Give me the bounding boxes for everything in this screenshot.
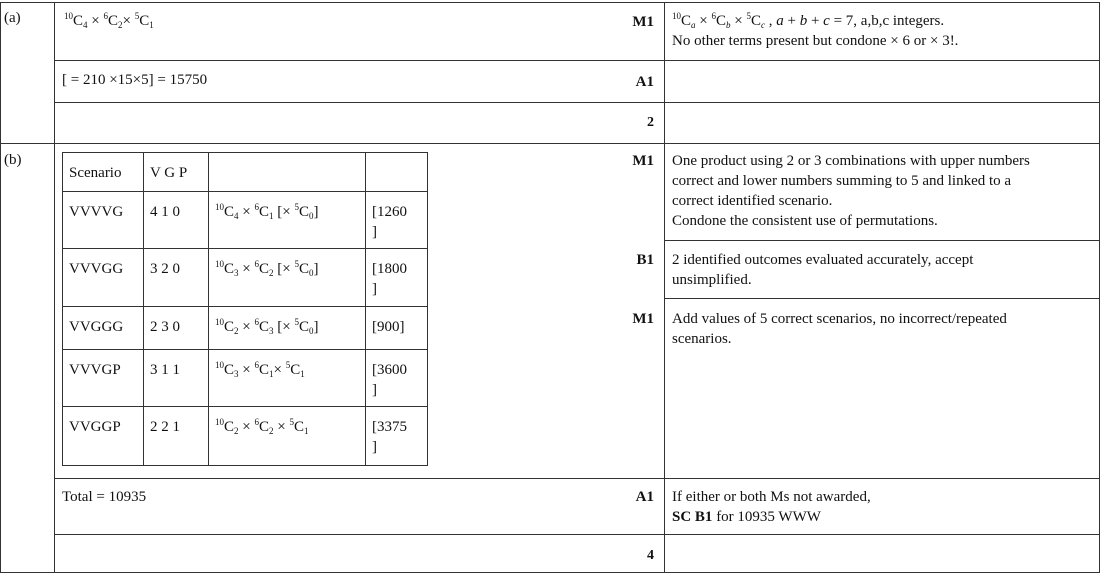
note-line: correct identified scenario.: [672, 193, 833, 209]
calculation: [ = 210 ×15×5] = 15750: [62, 72, 208, 88]
note-line: correct and lower numbers summing to 5 and linked to a: [672, 173, 1012, 189]
rule: [664, 240, 1100, 241]
product-cell: $^{10}C_3 \times ^6C_2$ [× $^5C_0$]: [209, 249, 366, 307]
vgp-cell: 3 2 0: [144, 249, 209, 307]
value-cell: [900]: [366, 307, 428, 350]
total-line: Total = 10935: [62, 489, 147, 505]
note-line: 2 identified outcomes evaluated accurately, accept: [672, 252, 974, 268]
scenario-cell: VVVVG: [63, 192, 144, 249]
note-line: One product using 2 or 3 combinations with upper numbers: [672, 153, 1030, 169]
product-cell: $^{10}C_4 \times ^6C_1$ [× $^5C_0$]: [209, 192, 366, 249]
mark-m1: M1: [632, 14, 654, 30]
rule: [664, 2, 665, 573]
header-scenario: Scenario: [63, 153, 144, 192]
rule: [54, 478, 1100, 479]
scenario-cell: VVVGG: [63, 249, 144, 307]
scenario-cell: VVGGG: [63, 307, 144, 350]
rule: [0, 143, 1100, 144]
rule: [0, 572, 1100, 573]
total-marks: 4: [647, 548, 654, 563]
value-cell: [1260 ]: [366, 192, 428, 249]
note-line: $^{10}C_a \times ^6C_b \times ^5C_c$ , a + b + c = 7, a,b,c integers.: [672, 11, 945, 30]
rule: [54, 60, 1100, 61]
scenario-cell: VVGGP: [63, 407, 144, 466]
note-line: unsimplified.: [672, 272, 752, 288]
product-cell: $^{10}C_3 \times ^6C_1\times ^5C_1$: [209, 350, 366, 407]
mark-a1: A1: [635, 74, 654, 90]
rule: [664, 298, 1100, 299]
note-line: Condone the consistent use of permutations.: [672, 213, 938, 229]
product-cell: $^{10}C_2 \times ^6C_3$ [× $^5C_0$]: [209, 307, 366, 350]
part-label-a: (a): [4, 10, 21, 26]
total-marks: 2: [647, 115, 654, 130]
part-label-b: (b): [4, 152, 22, 168]
scenario-cell: VVVGP: [63, 350, 144, 407]
method-expression: $^{10}C_4 \times ^6C_2\times ^5C_1$: [64, 11, 154, 30]
header-vgp: V G P: [144, 153, 209, 192]
note-line: Add values of 5 correct scenarios, no incorrect/repeated: [672, 311, 1007, 327]
mark-a1: A1: [635, 489, 654, 505]
vgp-cell: 2 3 0: [144, 307, 209, 350]
mark-b1: B1: [636, 252, 654, 268]
mark-m1: M1: [632, 153, 654, 169]
rule: [54, 534, 1100, 535]
note-line: scenarios.: [672, 331, 732, 347]
rule: [54, 102, 1100, 103]
value-cell: [1800 ]: [366, 249, 428, 307]
vgp-cell: 2 2 1: [144, 407, 209, 466]
vgp-cell: 4 1 0: [144, 192, 209, 249]
special-case-note: SC B1 for 10935 WWW: [672, 509, 821, 525]
value-cell: [3375 ]: [366, 407, 428, 466]
note-line: No other terms present but condone × 6 or × 3!.: [672, 33, 959, 49]
rule: [0, 2, 1100, 3]
value-cell: [3600 ]: [366, 350, 428, 407]
note-line: If either or both Ms not awarded,: [672, 489, 871, 505]
rule: [0, 2, 1, 573]
scenario-table: [62, 152, 428, 466]
product-cell: $^{10}C_2 \times ^6C_2 \times ^5C_1$: [209, 407, 366, 466]
vgp-cell: 3 1 1: [144, 350, 209, 407]
mark-m1: M1: [632, 311, 654, 327]
rule: [54, 2, 55, 573]
